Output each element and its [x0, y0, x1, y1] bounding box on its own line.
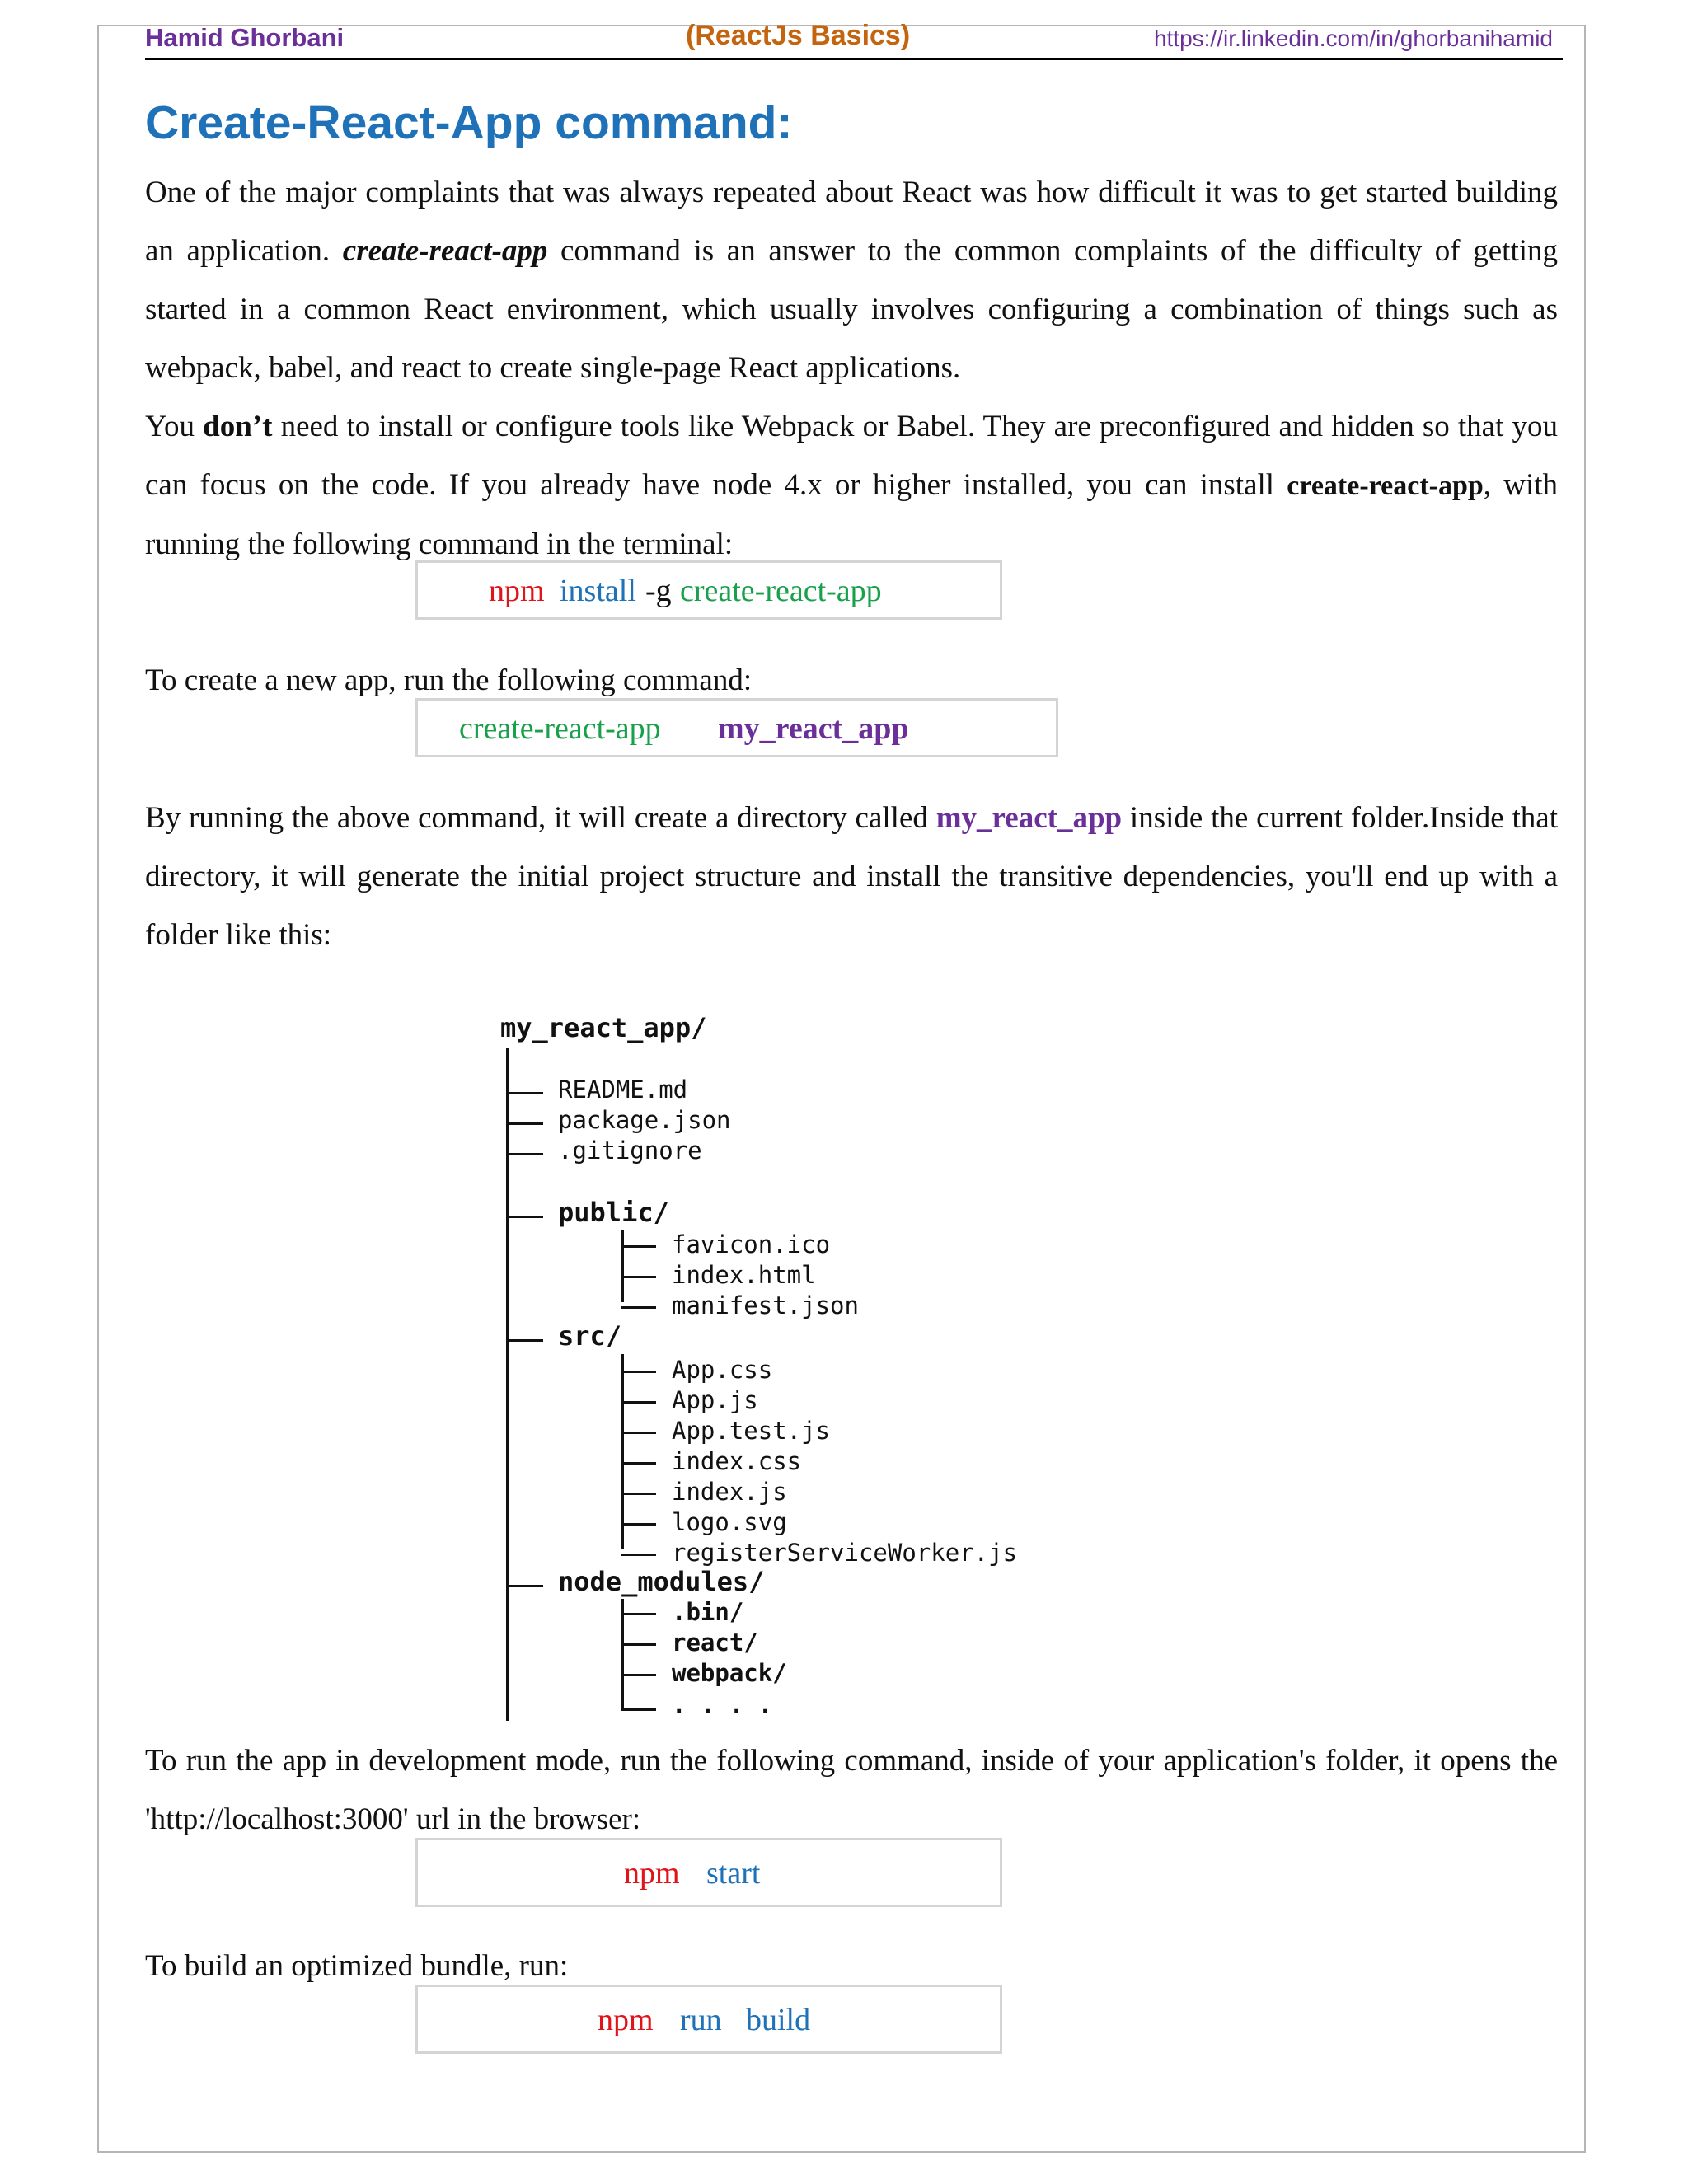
cmd-npm: npm	[489, 574, 545, 608]
create-command-box	[415, 698, 1058, 757]
tree-branch	[621, 1523, 656, 1526]
tree-branch	[509, 1339, 543, 1342]
cmd-app-name: my_react_app	[718, 711, 909, 746]
tree-branch	[509, 1153, 543, 1155]
tree-branch	[509, 1092, 543, 1094]
tree-branch	[509, 1216, 543, 1218]
tree-folder-public: public/	[558, 1197, 669, 1228]
tree-branch	[621, 1245, 656, 1248]
cmd-build: build	[746, 2003, 811, 2037]
tree-branch	[621, 1493, 656, 1495]
tree-file: index.css	[672, 1447, 802, 1475]
cmd-run: run	[680, 2003, 722, 2037]
run-paragraph: To run the app in development mode, run the following command, inside of your application's folder, it opens the 'http://localhost:3000' url in the browser:	[145, 1744, 1558, 1836]
tree-file: favicon.ico	[672, 1230, 831, 1258]
start-command-box	[415, 1838, 1002, 1907]
header-topic: (ReactJs Basics)	[686, 20, 911, 51]
tree-file: logo.svg	[672, 1508, 787, 1536]
tree-branch	[621, 1276, 656, 1278]
page-header	[145, 20, 1563, 60]
intro-text-2: command is an answer to the common complaints of the difficulty of getting started in a common React environment, which usually involves configuring a combination of things such as webpack, babel, and react to create single-page React applications.	[145, 234, 1558, 385]
cmd-npm: npm	[624, 1856, 680, 1891]
tree-branch	[509, 1585, 543, 1587]
header-link[interactable]: https://ir.linkedin.com/in/ghorbanihamid	[1153, 26, 1553, 51]
tree-folder-node-modules: node_modules/	[558, 1566, 765, 1597]
tree-branch	[621, 1674, 656, 1676]
build-command-box	[415, 1985, 1002, 2054]
tree-branch	[621, 1462, 656, 1465]
tree-sub-trunk	[621, 1354, 624, 1549]
tree-ellipsis: . . . .	[672, 1691, 773, 1719]
tree-file: package.json	[558, 1106, 731, 1134]
tree-file: .gitignore	[558, 1137, 702, 1165]
cmd-npm: npm	[598, 2003, 654, 2037]
tree-file: README.md	[558, 1076, 688, 1104]
tree-folder: webpack/	[672, 1659, 787, 1687]
install-command-box	[415, 560, 1002, 620]
tree-folder: .bin/	[672, 1598, 744, 1626]
cmd-start: start	[706, 1856, 761, 1891]
tree-file: manifest.json	[672, 1291, 859, 1319]
tree-file: App.js	[672, 1386, 758, 1414]
tree-root: my_react_app/	[500, 1012, 707, 1043]
section-title: Create-React-App command:	[145, 96, 793, 149]
cmd-flag: -g	[645, 574, 672, 608]
cmd-install: install	[560, 574, 636, 608]
cmd-create-react-app: create-react-app	[459, 711, 661, 746]
tree-branch	[509, 1122, 543, 1125]
p2-text-3: , with running the following command in the terminal:	[145, 468, 1558, 561]
p3-text-2: inside the current folder.Inside that directory, it will generate the initial project structure and install the transitive dependencies, you'll end up with a folder like this:	[145, 801, 1559, 952]
p3-text-1: By running the above command, it will create a directory called	[145, 801, 936, 835]
directory-paragraph	[145, 789, 1558, 964]
tree-file: index.js	[672, 1478, 787, 1506]
create-paragraph: To create a new app, run the following command:	[145, 663, 753, 697]
p2-command-name: create-react-app	[1287, 471, 1484, 501]
tree-file: App.test.js	[672, 1417, 831, 1445]
tree-branch	[621, 1306, 656, 1309]
tree-sub-trunk	[621, 1599, 624, 1711]
tree-file: registerServiceWorker.js	[672, 1539, 1018, 1567]
intro-paragraph	[145, 163, 1558, 397]
p3-directory: my_react_app	[935, 801, 1123, 835]
p2-text-2: need to install or configure tools like Webpack or Babel. They are preconfigured and hidden so that you can focus on the code. If you already have node 4.x or higher installed, you can install	[145, 410, 1558, 502]
cmd-package: create-react-app	[680, 574, 882, 608]
tree-branch	[621, 1708, 656, 1711]
tree-branch	[621, 1371, 656, 1373]
intro-emphasis: create-react-app	[342, 234, 548, 268]
tree-file: App.css	[672, 1356, 773, 1384]
p2-text-1: You	[145, 410, 204, 443]
intro-text-1: One of the major complaints that was always repeated about React was how difficult it was to get started building an application.	[145, 176, 1558, 268]
build-paragraph: To build an optimized bundle, run:	[145, 1949, 569, 1983]
tree-branch	[621, 1401, 656, 1404]
install-paragraph	[145, 397, 1558, 574]
tree-trunk	[506, 1048, 509, 1721]
tree-folder-src: src/	[558, 1320, 622, 1352]
tree-folder: react/	[672, 1629, 758, 1657]
tree-branch	[621, 1554, 656, 1556]
tree-file: index.html	[672, 1261, 816, 1289]
p2-bold: don’t	[203, 410, 273, 443]
tree-branch	[621, 1432, 656, 1434]
header-author: Hamid Ghorbani	[145, 23, 345, 52]
tree-branch	[621, 1613, 656, 1615]
tree-sub-trunk	[621, 1230, 624, 1302]
tree-branch	[621, 1643, 656, 1646]
